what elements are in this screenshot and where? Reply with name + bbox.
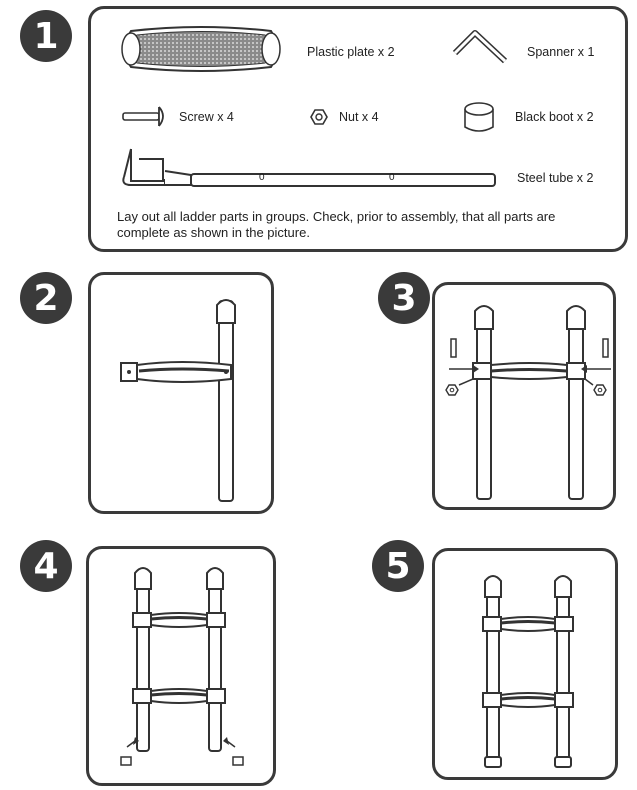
plastic-plate-icon: [122, 27, 280, 71]
step-2-panel: [88, 272, 274, 514]
step-2-illustration: [91, 275, 271, 511]
plastic-plate-label: Plastic plate x 2: [307, 45, 395, 59]
step-1-badge: 1: [20, 10, 72, 62]
tube-hole-mark-1: 0: [259, 172, 265, 183]
tube-hole-mark-2: 0: [389, 172, 395, 183]
step-3-badge: 3: [378, 272, 430, 324]
spanner-icon: [455, 33, 505, 61]
step-3-illustration: [435, 285, 613, 507]
nut-label: Nut x 4: [339, 110, 379, 124]
step-4-illustration: [89, 549, 273, 783]
step-4-panel: [86, 546, 276, 786]
steel-tube-icon: [123, 149, 495, 186]
step-5-illustration: [435, 551, 615, 777]
step-4-badge: 4: [20, 540, 72, 592]
assembly-instruction: Lay out all ladder parts in groups. Check, prior to assembly, that all parts are complete as shown in the picture.: [117, 209, 556, 240]
black-boot-icon: [465, 103, 493, 131]
spanner-label: Spanner x 1: [527, 45, 595, 59]
step-5-panel: [432, 548, 618, 780]
screw-icon: [123, 107, 163, 126]
black-boot-label: Black boot x 2: [515, 110, 594, 124]
steel-tube-label: Steel tube x 2: [517, 171, 594, 185]
step-1-parts-panel: [88, 6, 628, 252]
nut-icon: [311, 110, 327, 124]
step-5-badge: 5: [372, 540, 424, 592]
step-3-panel: [432, 282, 616, 510]
screw-label: Screw x 4: [179, 110, 234, 124]
step-2-badge: 2: [20, 272, 72, 324]
